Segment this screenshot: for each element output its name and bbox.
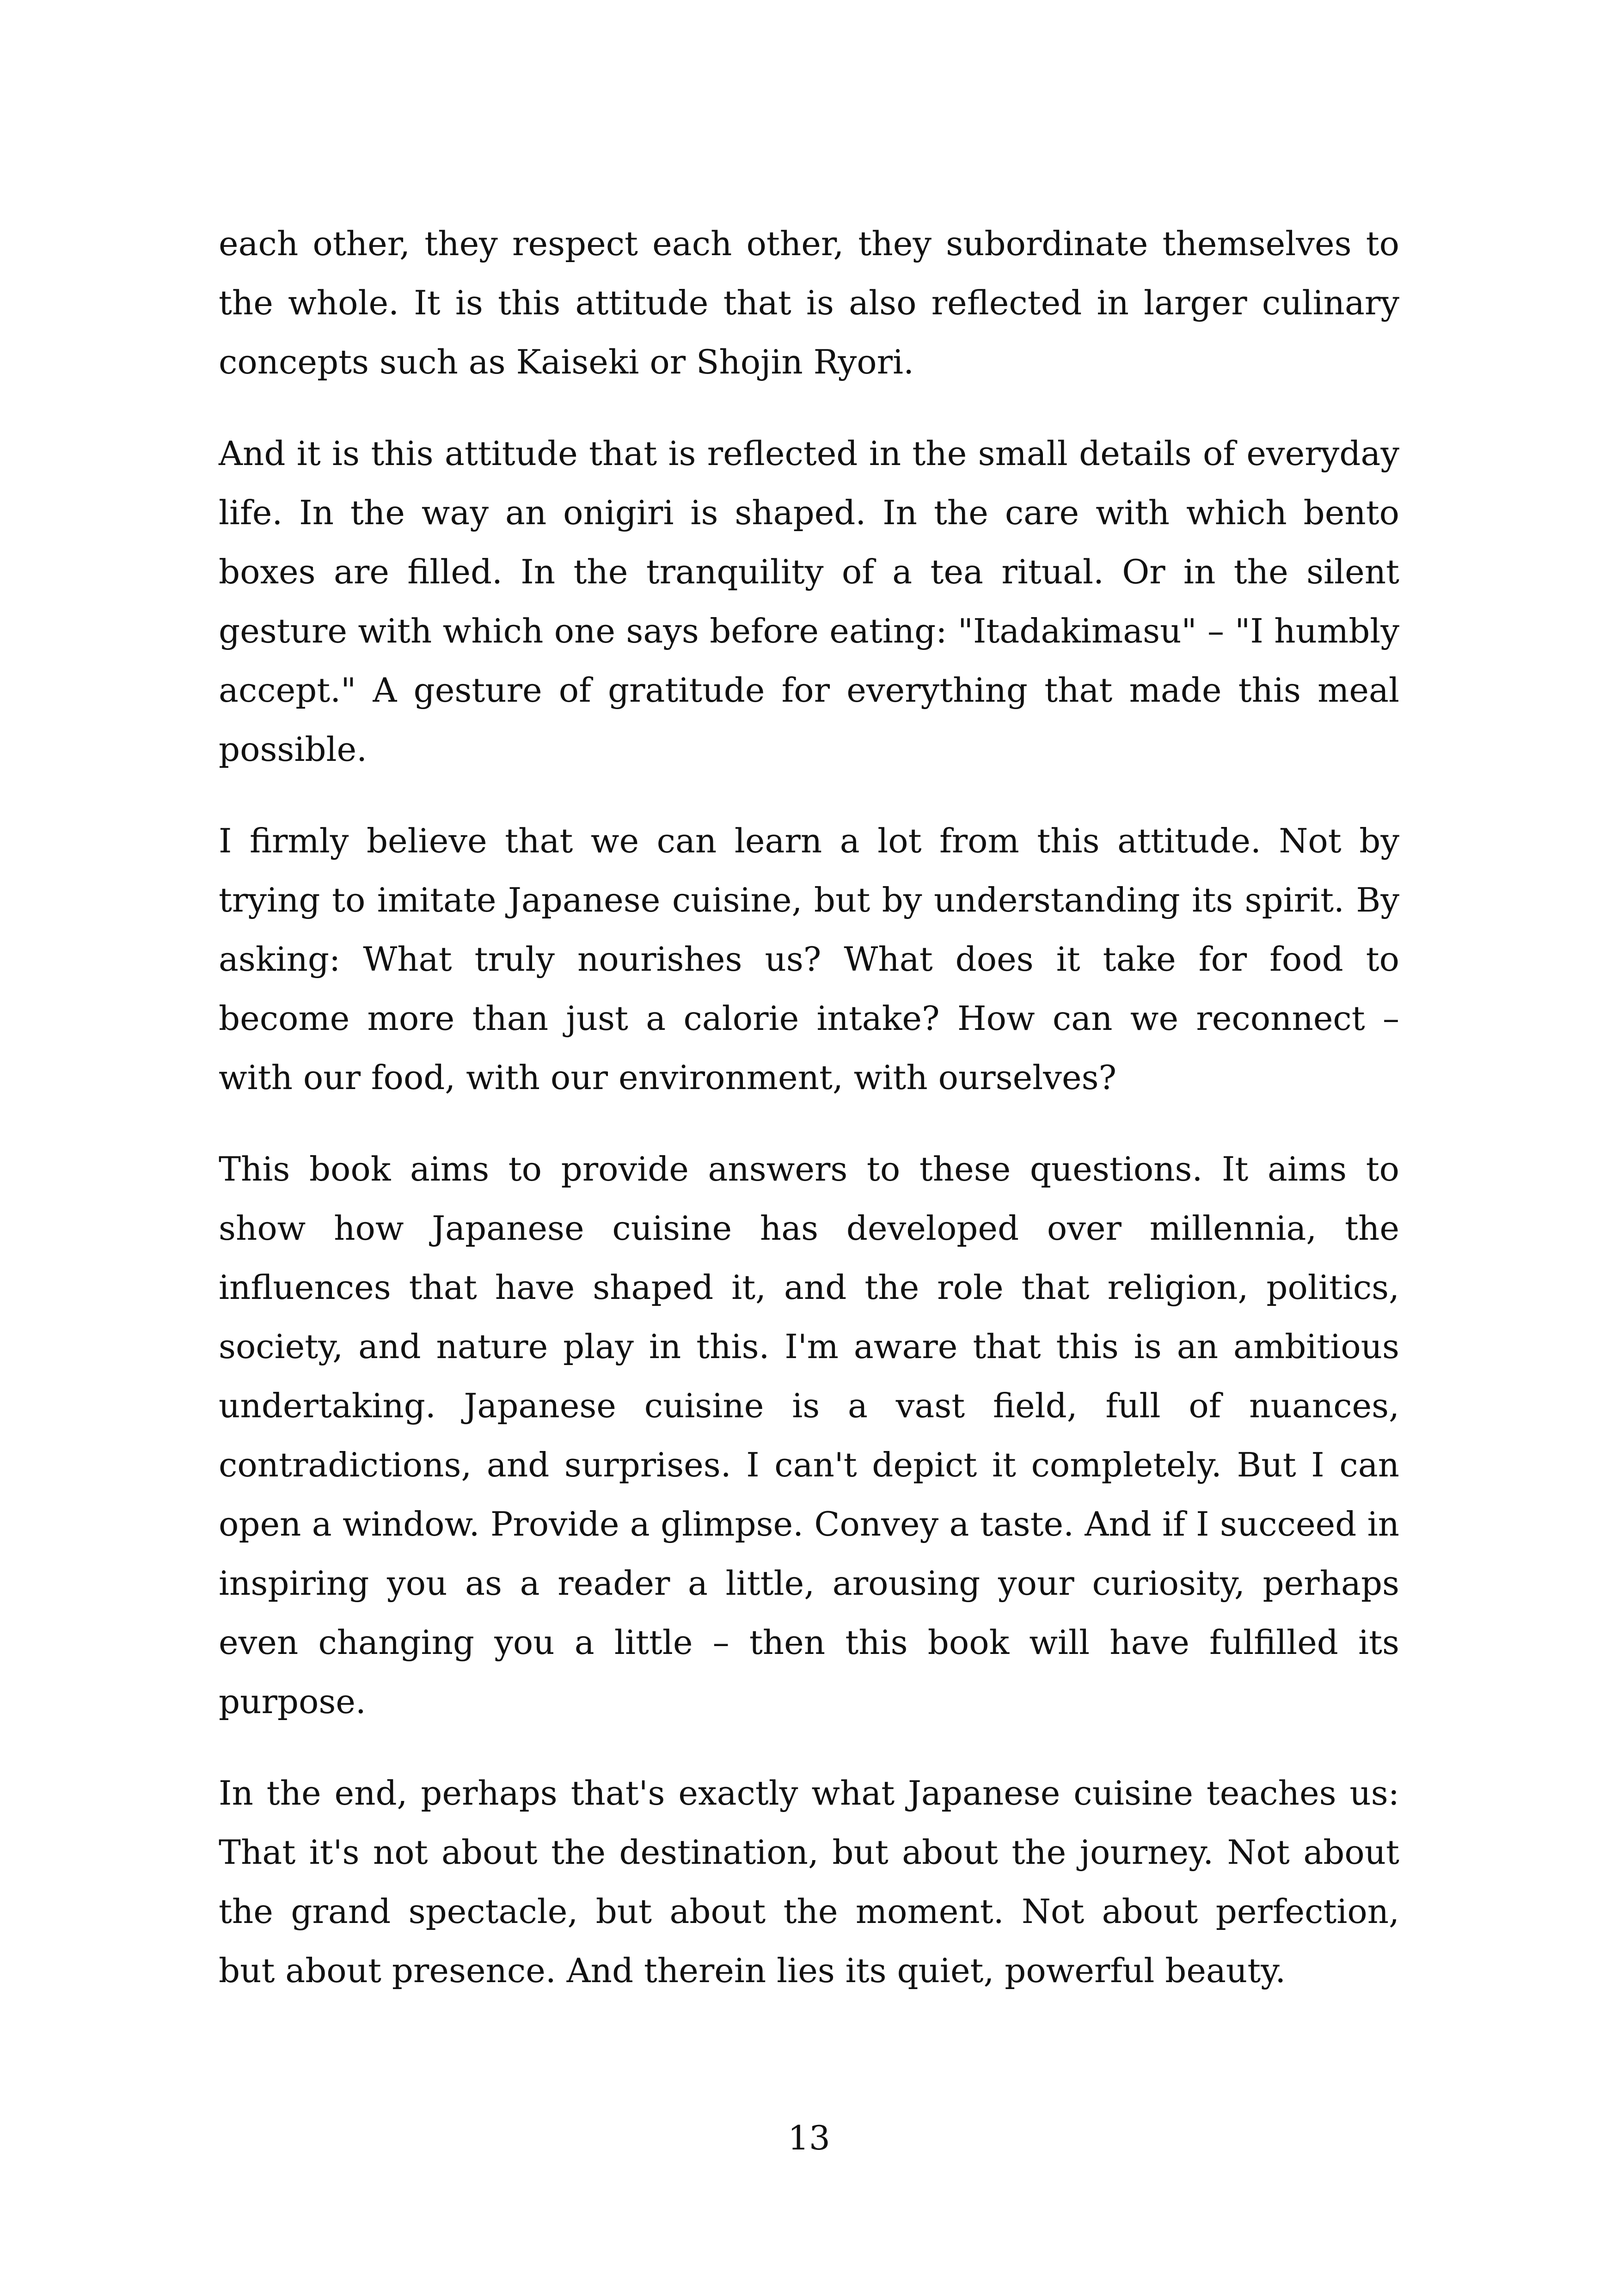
paragraph-4: This book aims to provide answers to these questions. It aims to show how Japanese cuisine has developed over millennia, the influences that have shaped it, and the role that religion, politics, society, and nature play in this. I'm aware that this is an ambitious undertaking. Japanese cuisine is a vast field, full of nuances, contradictions, and surprises. I can't depict it completely. But I can open a window. Provide a glimpse. Convey a taste. And if I succeed in inspiring you as a reader a little, arousing your curiosity, perhaps even changing you a little – then this book will have fulfilled its purpose. [219, 1150, 1399, 1721]
paragraph-3: I firmly believe that we can learn a lot from this attitude. Not by trying to imitate Japanese cuisine, but by understanding its spirit. By asking: What truly nourishes us? What does it take for food to become more than just a calorie intake? How can we reconnect – with our food, with our environment, with ourselves? [219, 821, 1399, 1097]
page-number: 13 [788, 2118, 830, 2157]
paragraph-1: each other, they respect each other, they subordinate themselves to the whole. It is this attitude that is also reflected in larger culinary concepts such as Kaiseki or Shojin Ryori. [219, 224, 1399, 381]
paragraph-5: In the end, perhaps that's exactly what Japanese cuisine teaches us: That it's not about the destination, but about the journey. Not about the grand spectacle, but about the moment. Not about perfection, but about presence. And therein lies its quiet, powerful beauty. [219, 1774, 1399, 1990]
paragraph-2: And it is this attitude that is reflected in the small details of everyday life. In the way an onigiri is shaped. In the care with which bento boxes are filled. In the tranquility of a tea ritual. Or in the silent gesture with which one says before eating: "Itadakimasu" – "I humbly accept." A gesture of gratitude for everything that made this meal possible. [219, 434, 1399, 769]
body-text [219, 214, 1399, 2033]
